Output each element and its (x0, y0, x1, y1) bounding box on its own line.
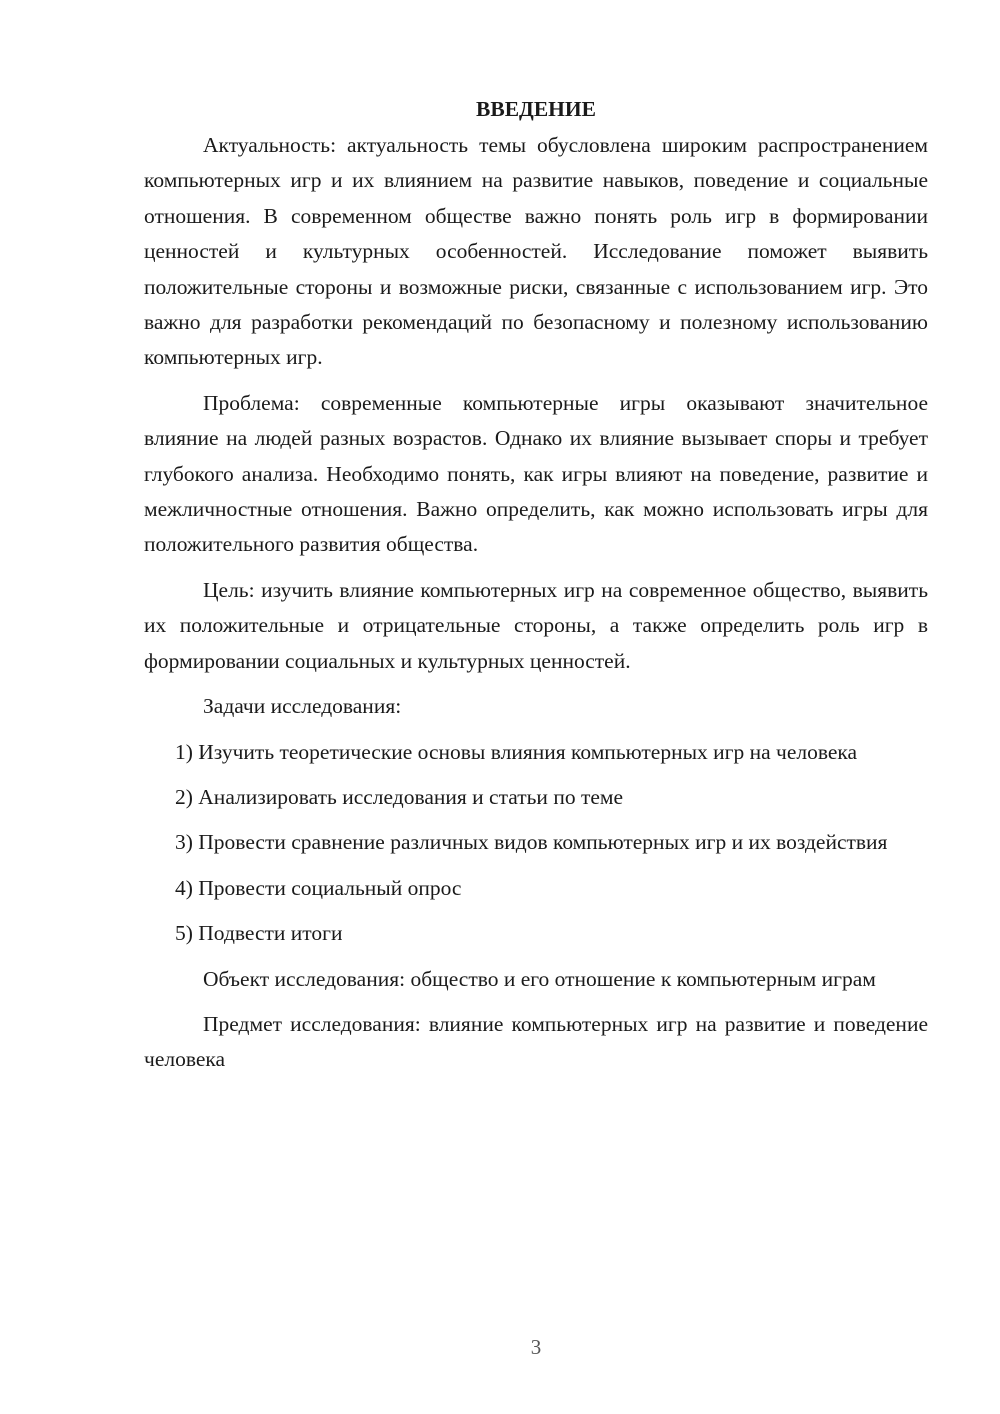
task-item-3: 3) Провести сравнение различных видов компьютерных игр и их воздействия (175, 830, 888, 855)
paragraph-subject: Предмет исследования: влияние компьютерных игр на развитие и поведение человека (144, 1011, 928, 1072)
document-page (144, 92, 928, 1088)
task-item-1: 1) Изучить теоретические основы влияния компьютерных игр на человека (175, 739, 858, 764)
paragraph-tasks-heading: Задачи исследования: (203, 694, 402, 719)
section-title: ВВЕДЕНИЕ (476, 97, 596, 121)
paragraph-object: Объект исследования: общество и его отношение к компьютерным играм (203, 966, 876, 991)
paragraph-relevance: Актуальность: актуальность темы обусловлена широким распространением компьютерных игр и их влиянием на развитие навыков, поведение и социальные отношения. В современном обществе важно понять роль игр в формировании ценностей и культурных особенностей. Исследование поможет выявить положительные стороны и возможные риски, связанные с использованием игр. Это важно для разработки рекомендаций по безопасному и полезному использованию компьютерных игр. (144, 133, 928, 370)
paragraph-goal: Цель: изучить влияние компьютерных игр на современное общество, выявить их положительные и отрицательные стороны, а также определить роль игр в формировании социальных и культурных ценностей. (144, 577, 928, 673)
task-item-4: 4) Провести социальный опрос (175, 875, 462, 900)
page-number: 3 (530, 1335, 542, 1359)
paragraph-problem: Проблема: современные компьютерные игры оказывают значительное влияние на людей разных возрастов. Однако их влияние вызывает споры и требует глубокого анализа. Необходимо понять, как игры влияют на поведение, развитие и межличностные отношения. Важно определить, как можно использовать игры для положительного развития общества. (144, 390, 928, 557)
task-item-5: 5) Подвести итоги (175, 921, 343, 946)
task-item-2: 2) Анализировать исследования и статьи по теме (175, 784, 624, 809)
